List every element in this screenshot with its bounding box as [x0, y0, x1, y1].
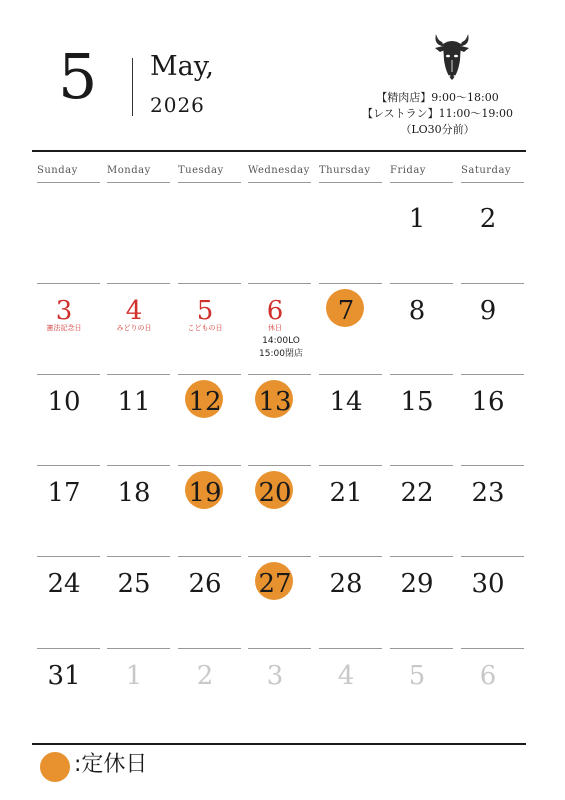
- day-number: 4: [337, 661, 355, 691]
- cell-top-line: [248, 648, 311, 649]
- day-number: 30: [471, 569, 505, 599]
- weekday-label-wednesday: Wednesday: [248, 165, 310, 176]
- day-number: 20: [258, 478, 292, 508]
- day-number: 13: [258, 387, 292, 417]
- day-number: 31: [47, 661, 81, 691]
- weekday-label-friday: Friday: [390, 165, 426, 176]
- cell-top-line: [461, 374, 524, 375]
- month-name: May,: [150, 51, 214, 82]
- business-hours: [340, 90, 535, 138]
- day-number: 18: [117, 478, 151, 508]
- weekday-underline: [461, 182, 524, 183]
- weekday-underline: [390, 182, 453, 183]
- cell-top-line: [461, 283, 524, 284]
- bull-head-icon: [432, 30, 472, 82]
- weekday-label-thursday: Thursday: [319, 165, 371, 176]
- cell-top-line: [248, 374, 311, 375]
- day-number: 16: [471, 387, 505, 417]
- holiday-name: 憲法記念日: [46, 324, 82, 332]
- day-number: 5: [196, 296, 214, 326]
- year: 2026: [150, 93, 205, 117]
- cell-top-line: [248, 465, 311, 466]
- weekday-label-tuesday: Tuesday: [178, 165, 224, 176]
- cell-top-line: [461, 465, 524, 466]
- day-number: 26: [188, 569, 222, 599]
- hours-restaurant: 【レストラン】11:00〜19:00: [361, 107, 514, 120]
- cell-top-line: [178, 556, 241, 557]
- cell-top-line: [461, 648, 524, 649]
- day-number: 23: [471, 478, 505, 508]
- cell-top-line: [319, 283, 382, 284]
- day-number: 29: [400, 569, 434, 599]
- day-number: 9: [479, 296, 497, 326]
- cell-top-line: [37, 374, 100, 375]
- day-number: 6: [266, 296, 284, 326]
- day-number: 3: [266, 661, 284, 691]
- cell-top-line: [107, 648, 170, 649]
- day-number: 25: [117, 569, 151, 599]
- day-number: 27: [258, 569, 292, 599]
- day-number: 19: [188, 478, 222, 508]
- cell-top-line: [390, 283, 453, 284]
- cell-top-line: [178, 465, 241, 466]
- day-number: 6: [479, 661, 497, 691]
- cell-top-line: [319, 648, 382, 649]
- holiday-name: 休日: [268, 324, 282, 332]
- cell-top-line: [178, 374, 241, 375]
- day-number: 2: [479, 204, 497, 234]
- cell-top-line: [37, 465, 100, 466]
- weekday-underline: [107, 182, 170, 183]
- day-number: 2: [196, 661, 214, 691]
- cell-top-line: [390, 374, 453, 375]
- closed-day-legend-label: :定休日: [74, 752, 148, 777]
- day-number: 15: [400, 387, 434, 417]
- day-number: 12: [188, 387, 222, 417]
- day-note-line: 14:00LO: [262, 336, 300, 346]
- top-rule: [32, 150, 526, 152]
- cell-top-line: [37, 283, 100, 284]
- day-number: 4: [125, 296, 143, 326]
- weekday-underline: [37, 182, 100, 183]
- holiday-name: こどもの日: [187, 324, 223, 332]
- cell-top-line: [319, 374, 382, 375]
- day-number: 22: [400, 478, 434, 508]
- cell-top-line: [390, 556, 453, 557]
- closed-day-legend-dot: [40, 752, 70, 782]
- holiday-name: みどりの日: [116, 324, 152, 332]
- day-note: [246, 335, 316, 361]
- cell-top-line: [248, 283, 311, 284]
- day-number: 1: [125, 661, 143, 691]
- day-number: 3: [55, 296, 73, 326]
- bottom-rule: [32, 743, 526, 745]
- day-number: 28: [329, 569, 363, 599]
- day-note-line: 15:00閉店: [259, 349, 303, 359]
- weekday-underline: [248, 182, 311, 183]
- cell-top-line: [319, 465, 382, 466]
- day-number: 5: [408, 661, 426, 691]
- day-number: 10: [47, 387, 81, 417]
- cell-top-line: [461, 556, 524, 557]
- cell-top-line: [390, 465, 453, 466]
- weekday-label-monday: Monday: [107, 165, 151, 176]
- cell-top-line: [319, 556, 382, 557]
- cell-top-line: [178, 283, 241, 284]
- hours-butcher: 【精肉店】9:00〜18:00: [376, 91, 499, 104]
- cell-top-line: [248, 556, 311, 557]
- weekday-underline: [178, 182, 241, 183]
- day-number: 1: [408, 204, 426, 234]
- day-number: 11: [117, 387, 151, 417]
- day-number: 7: [337, 296, 355, 326]
- cell-top-line: [107, 465, 170, 466]
- weekday-underline: [319, 182, 382, 183]
- cell-top-line: [107, 556, 170, 557]
- day-number: 24: [47, 569, 81, 599]
- cell-top-line: [37, 556, 100, 557]
- month-number: 5: [58, 40, 98, 113]
- day-number: 14: [329, 387, 363, 417]
- day-number: 17: [47, 478, 81, 508]
- cell-top-line: [37, 648, 100, 649]
- cell-top-line: [178, 648, 241, 649]
- hours-last-order: （LO30分前）: [400, 123, 475, 136]
- cell-top-line: [107, 283, 170, 284]
- weekday-label-sunday: Sunday: [37, 165, 78, 176]
- cell-top-line: [390, 648, 453, 649]
- weekday-label-saturday: Saturday: [461, 165, 512, 176]
- day-number: 8: [408, 296, 426, 326]
- day-number: 21: [329, 478, 363, 508]
- header-divider: [132, 58, 133, 116]
- cell-top-line: [107, 374, 170, 375]
